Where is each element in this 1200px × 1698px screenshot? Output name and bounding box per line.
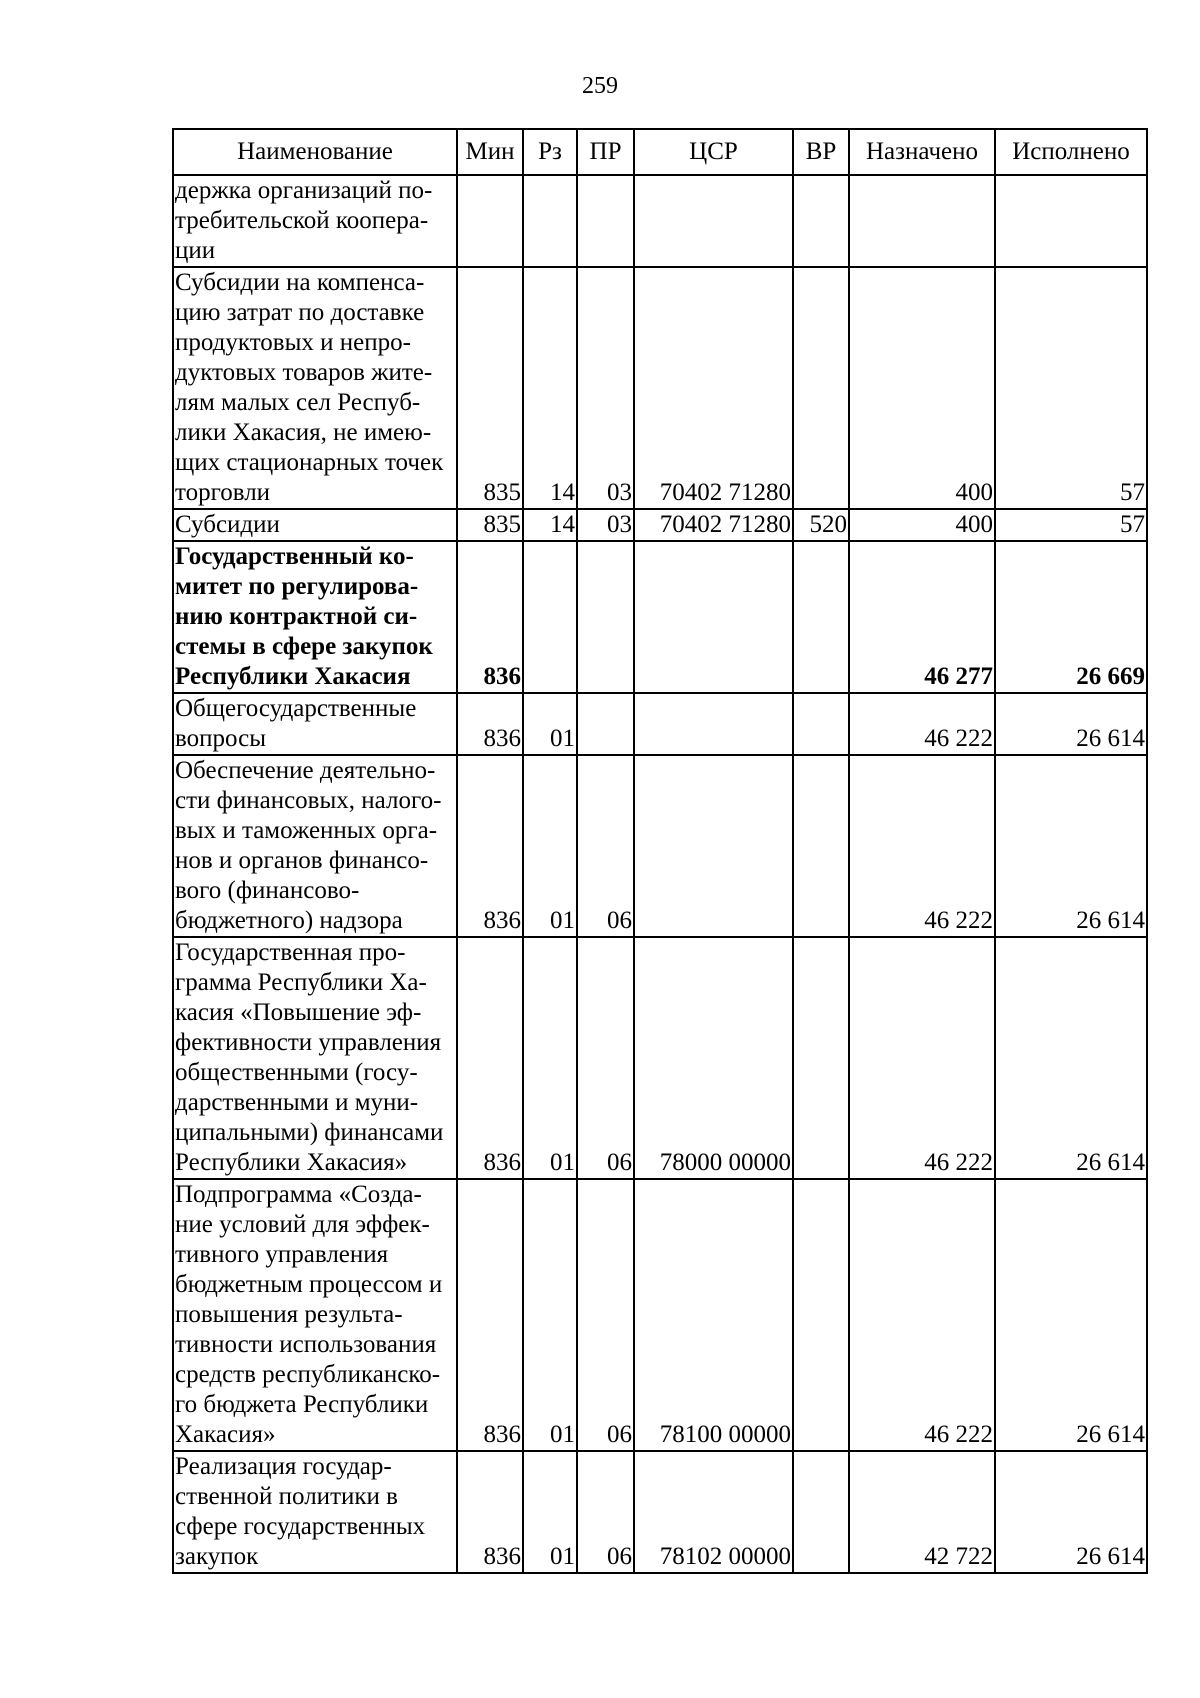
cell-csr <box>634 755 793 937</box>
cell-rz: 01 <box>523 755 577 937</box>
table-body <box>173 175 1147 1573</box>
cell-rz: 14 <box>523 509 577 541</box>
cell-rz: 14 <box>523 267 577 509</box>
cell-assigned: 46 222 <box>849 937 995 1179</box>
table-row <box>173 693 1147 755</box>
table-row <box>173 1179 1147 1451</box>
cell-name: Обеспечение деятельно- сти финансовых, налого- вых и таможенных орга- нов и органов финансо- вого (финансово- бюджетного) надзора <box>173 755 457 937</box>
cell-executed: 26 614 <box>995 937 1147 1179</box>
cell-name: Общегосударственные вопросы <box>173 693 457 755</box>
cell-vr <box>793 1451 849 1573</box>
cell-assigned: 400 <box>849 509 995 541</box>
cell-vr <box>793 755 849 937</box>
cell-min: 836 <box>457 1179 523 1451</box>
cell-min: 836 <box>457 937 523 1179</box>
cell-vr: 520 <box>793 509 849 541</box>
budget-table <box>172 128 1148 1574</box>
cell-min: 836 <box>457 1451 523 1573</box>
cell-rz: 01 <box>523 1451 577 1573</box>
cell-name: Реализация государ- ственной политики в сфере государственных закупок <box>173 1451 457 1573</box>
cell-executed: 57 <box>995 267 1147 509</box>
header-assigned: Назначено <box>849 129 995 175</box>
cell-pr: 06 <box>577 1179 634 1451</box>
cell-csr: 70402 71280 <box>634 509 793 541</box>
cell-min: 835 <box>457 267 523 509</box>
cell-csr <box>634 175 793 267</box>
table-row <box>173 755 1147 937</box>
cell-executed: 26 614 <box>995 693 1147 755</box>
cell-csr: 78102 00000 <box>634 1451 793 1573</box>
table-row <box>173 937 1147 1179</box>
header-vr: ВР <box>793 129 849 175</box>
cell-pr: 06 <box>577 937 634 1179</box>
table-row <box>173 175 1147 267</box>
cell-executed: 26 614 <box>995 755 1147 937</box>
cell-vr <box>793 937 849 1179</box>
cell-vr <box>793 693 849 755</box>
cell-min: 836 <box>457 693 523 755</box>
cell-pr: 06 <box>577 755 634 937</box>
cell-rz <box>523 541 577 693</box>
cell-name: Государственная про- грамма Республики Ха- касия «Повышение эф- фективности управления общественными (госу- дарственными и муни- ципальными) финансами Республики Хакасия» <box>173 937 457 1179</box>
cell-assigned: 46 222 <box>849 1179 995 1451</box>
header-name: Наименование <box>173 129 457 175</box>
cell-pr <box>577 175 634 267</box>
cell-rz: 01 <box>523 693 577 755</box>
cell-executed: 26 669 <box>995 541 1147 693</box>
cell-csr <box>634 541 793 693</box>
cell-assigned <box>849 175 995 267</box>
page-number: 259 <box>582 73 618 99</box>
table-row <box>173 267 1147 509</box>
cell-assigned: 46 277 <box>849 541 995 693</box>
header-min: Мин <box>457 129 523 175</box>
cell-executed <box>995 175 1147 267</box>
cell-csr <box>634 693 793 755</box>
header-csr: ЦСР <box>634 129 793 175</box>
cell-csr: 78100 00000 <box>634 1179 793 1451</box>
cell-name: Подпрограмма «Созда- ние условий для эффек- тивного управления бюджетным процессом и повышения результа- тивности использования средств республиканско- го бюджета Республики Хакасия» <box>173 1179 457 1451</box>
cell-min: 836 <box>457 541 523 693</box>
cell-assigned: 400 <box>849 267 995 509</box>
cell-rz <box>523 175 577 267</box>
header-pr: ПР <box>577 129 634 175</box>
cell-name: держка организаций по- требительской коопера- ции <box>173 175 457 267</box>
cell-assigned: 42 722 <box>849 1451 995 1573</box>
cell-csr: 70402 71280 <box>634 267 793 509</box>
cell-vr <box>793 267 849 509</box>
cell-name: Государственный ко- митет по регулирова- нию контрактной си- стемы в сфере закупок Республики Хакасия <box>173 541 457 693</box>
cell-vr <box>793 1179 849 1451</box>
table-header-row <box>173 129 1147 175</box>
cell-vr <box>793 175 849 267</box>
cell-min: 836 <box>457 755 523 937</box>
header-rz: Рз <box>523 129 577 175</box>
cell-rz: 01 <box>523 937 577 1179</box>
cell-min <box>457 175 523 267</box>
cell-pr <box>577 541 634 693</box>
cell-executed: 26 614 <box>995 1451 1147 1573</box>
cell-csr: 78000 00000 <box>634 937 793 1179</box>
cell-assigned: 46 222 <box>849 755 995 937</box>
cell-vr <box>793 541 849 693</box>
cell-rz: 01 <box>523 1179 577 1451</box>
cell-pr: 06 <box>577 1451 634 1573</box>
cell-pr: 03 <box>577 267 634 509</box>
table-row <box>173 509 1147 541</box>
cell-executed: 57 <box>995 509 1147 541</box>
header-executed: Исполнено <box>995 129 1147 175</box>
table-row <box>173 1451 1147 1573</box>
cell-pr: 03 <box>577 509 634 541</box>
cell-assigned: 46 222 <box>849 693 995 755</box>
cell-executed: 26 614 <box>995 1179 1147 1451</box>
cell-name: Субсидии <box>173 509 457 541</box>
cell-name: Субсидии на компенса- цию затрат по доставке продуктовых и непро- дуктовых товаров жите- лям малых сел Респуб- лики Хакасия, не имею- щих стационарных точек торговли <box>173 267 457 509</box>
table-row <box>173 541 1147 693</box>
cell-pr <box>577 693 634 755</box>
cell-min: 835 <box>457 509 523 541</box>
